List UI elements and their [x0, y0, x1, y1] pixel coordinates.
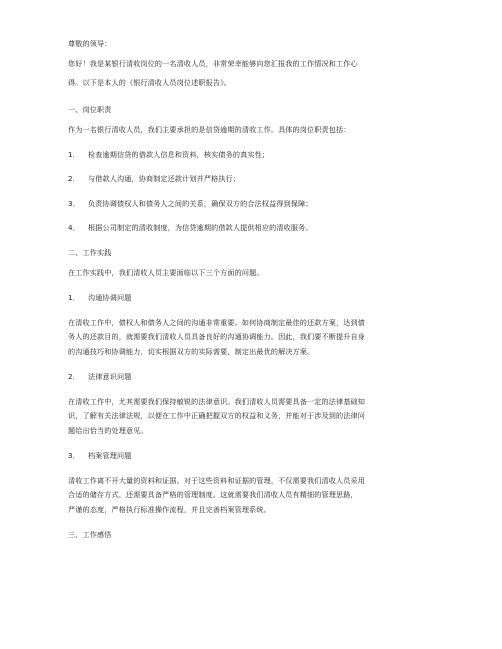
salutation: 尊敬的领导：: [68, 39, 112, 48]
duties-intro: 作为一名银行清收人员，我们主要承担的是信贷逾期的清收工作。具体的岗位职责包括：: [68, 125, 351, 134]
communication-line-3: 的沟通技巧和协调能力，切实根据双方的实际需要，制定出最优的解决方案。: [68, 347, 315, 356]
practice-intro: 在工作实践中，我们清收人员主要面临以下三个方面的问题。: [68, 268, 264, 277]
duty-item-text: 负责协调债权人和债务人之间的关系，确保双方的合法权益得到保障；: [88, 199, 313, 208]
subsection-number: 1．: [68, 293, 80, 302]
subsection-heading-archives: [68, 451, 131, 460]
subsection-number: 3．: [68, 451, 80, 460]
subsection-title: 沟通协调问题: [88, 293, 132, 302]
section-heading-practice: 二、工作实践: [68, 248, 112, 257]
duty-item-number: 3．: [68, 199, 80, 208]
duty-item-number: 2．: [68, 174, 80, 183]
communication-line-2: 务人的还款目的，就需要我们清收人员具备良好的沟通协调能力。因此，我们要不断提升自身: [68, 332, 365, 341]
communication-line-1: 在清收工作中，债权人和债务人之间的沟通非常重要。如何协商制定最佳的还款方案，达到债: [68, 318, 365, 327]
archives-line-1: 清收工作离不开大量的资料和证据。对于这些资料和证据的管理，不仅需要我们清收人员采用: [68, 476, 365, 485]
subsection-heading-communication: [68, 293, 131, 302]
legal-line-3: 题给出恰当的处理意见。: [68, 426, 148, 435]
duty-item-number: 4．: [68, 223, 80, 232]
section-heading-reflections: 三、工作感悟: [68, 530, 112, 539]
duty-item-1: [68, 150, 269, 159]
intro-line-2: 得。以下是本人的《银行清收人员岗位述职报告》。: [68, 78, 232, 87]
duty-item-text: 检查逾期信贷的借款人信息和资料，核实债务的真实性；: [88, 150, 270, 159]
duty-item-2: [68, 174, 240, 183]
subsection-title: 法律意识问题: [88, 372, 132, 381]
section-heading-duties: 一、岗位职责: [68, 105, 112, 114]
duty-item-3: [68, 199, 313, 208]
intro-line-1: 您好！我是某银行清收岗位的一名清收人员，非常荣幸能够向您汇报我的工作情况和工作心: [68, 59, 358, 68]
duty-item-4: [68, 223, 313, 232]
archives-line-2: 合适的储存方式，还需要具备严格的管理制度。这就需要我们清收人员有精细的管理思路，: [68, 490, 358, 499]
subsection-number: 2．: [68, 372, 80, 381]
subsection-title: 档案管理问题: [88, 451, 132, 460]
duty-item-text: 根据公司制定的清收制度，为信贷逾期的借款人提供相应的清收服务。: [88, 223, 313, 232]
duty-item-number: 1．: [68, 150, 80, 159]
legal-line-2: 识，了解有关法律法规，以便在工作中正确把握双方的权益和义务，并能对于涉及到的法律问: [68, 411, 365, 420]
archives-line-3: 严谨的态度，严格执行标准操作流程，并且完善档案管理系统。: [68, 505, 271, 514]
duty-item-text: 与借款人沟通，协商制定还款计划并严格执行；: [88, 174, 241, 183]
subsection-heading-legal: [68, 372, 131, 381]
legal-line-1: 在清收工作中，尤其需要我们保持敏锐的法律意识。我们清收人员需要具备一定的法律基础知: [68, 397, 365, 406]
